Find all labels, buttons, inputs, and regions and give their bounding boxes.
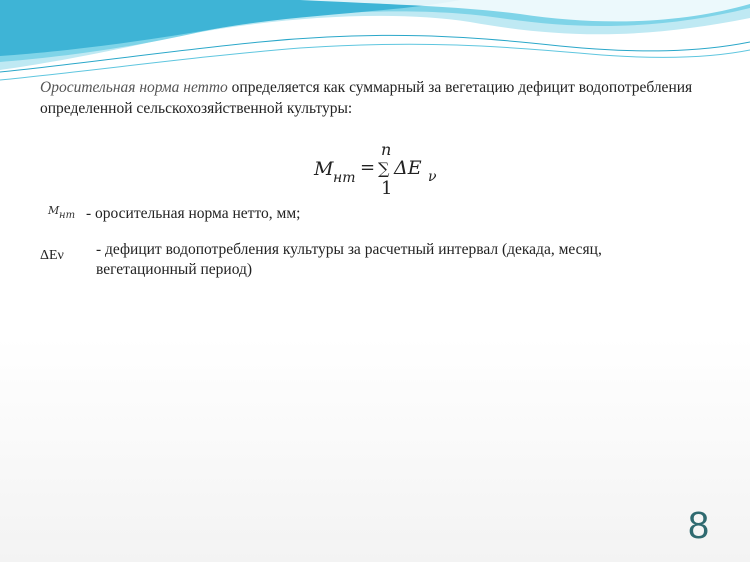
formula-lhs: M [314,158,334,180]
formula-sigma: ∑ [378,159,390,178]
definition-symbol-subscript: нт [59,210,76,221]
formula-upper-limit: n [381,140,392,159]
formula-term-subscript: ν [428,169,437,185]
definition-text-delta-ev: - дефицит водопотребления культуры за расчетный интервал (декада, месяц, вегетационный период) [96,241,602,278]
formula-lower-limit: 1 [381,178,393,199]
definition-symbol-mnt [48,204,84,226]
definition-symbol-delta-ev: ΔEν [40,248,64,263]
formula-net-irrigation-norm [314,140,444,202]
paragraph-body: определяется как суммарный за вегетацию дефицит водопотребления определенной сельскохозяйственной культуры: [40,79,693,117]
page-number: 8 [688,505,710,547]
formula-equals: = [360,157,376,178]
definition-symbol-main: M [48,204,60,217]
formula-term: ΔE [394,157,422,179]
term-highlight: Оросительная норма нетто [40,79,228,96]
definition-text-mnt: - оросительная норма нетто, мм; [86,205,301,222]
formula-lhs-subscript: нт [333,170,356,186]
intro-paragraph [40,77,705,119]
